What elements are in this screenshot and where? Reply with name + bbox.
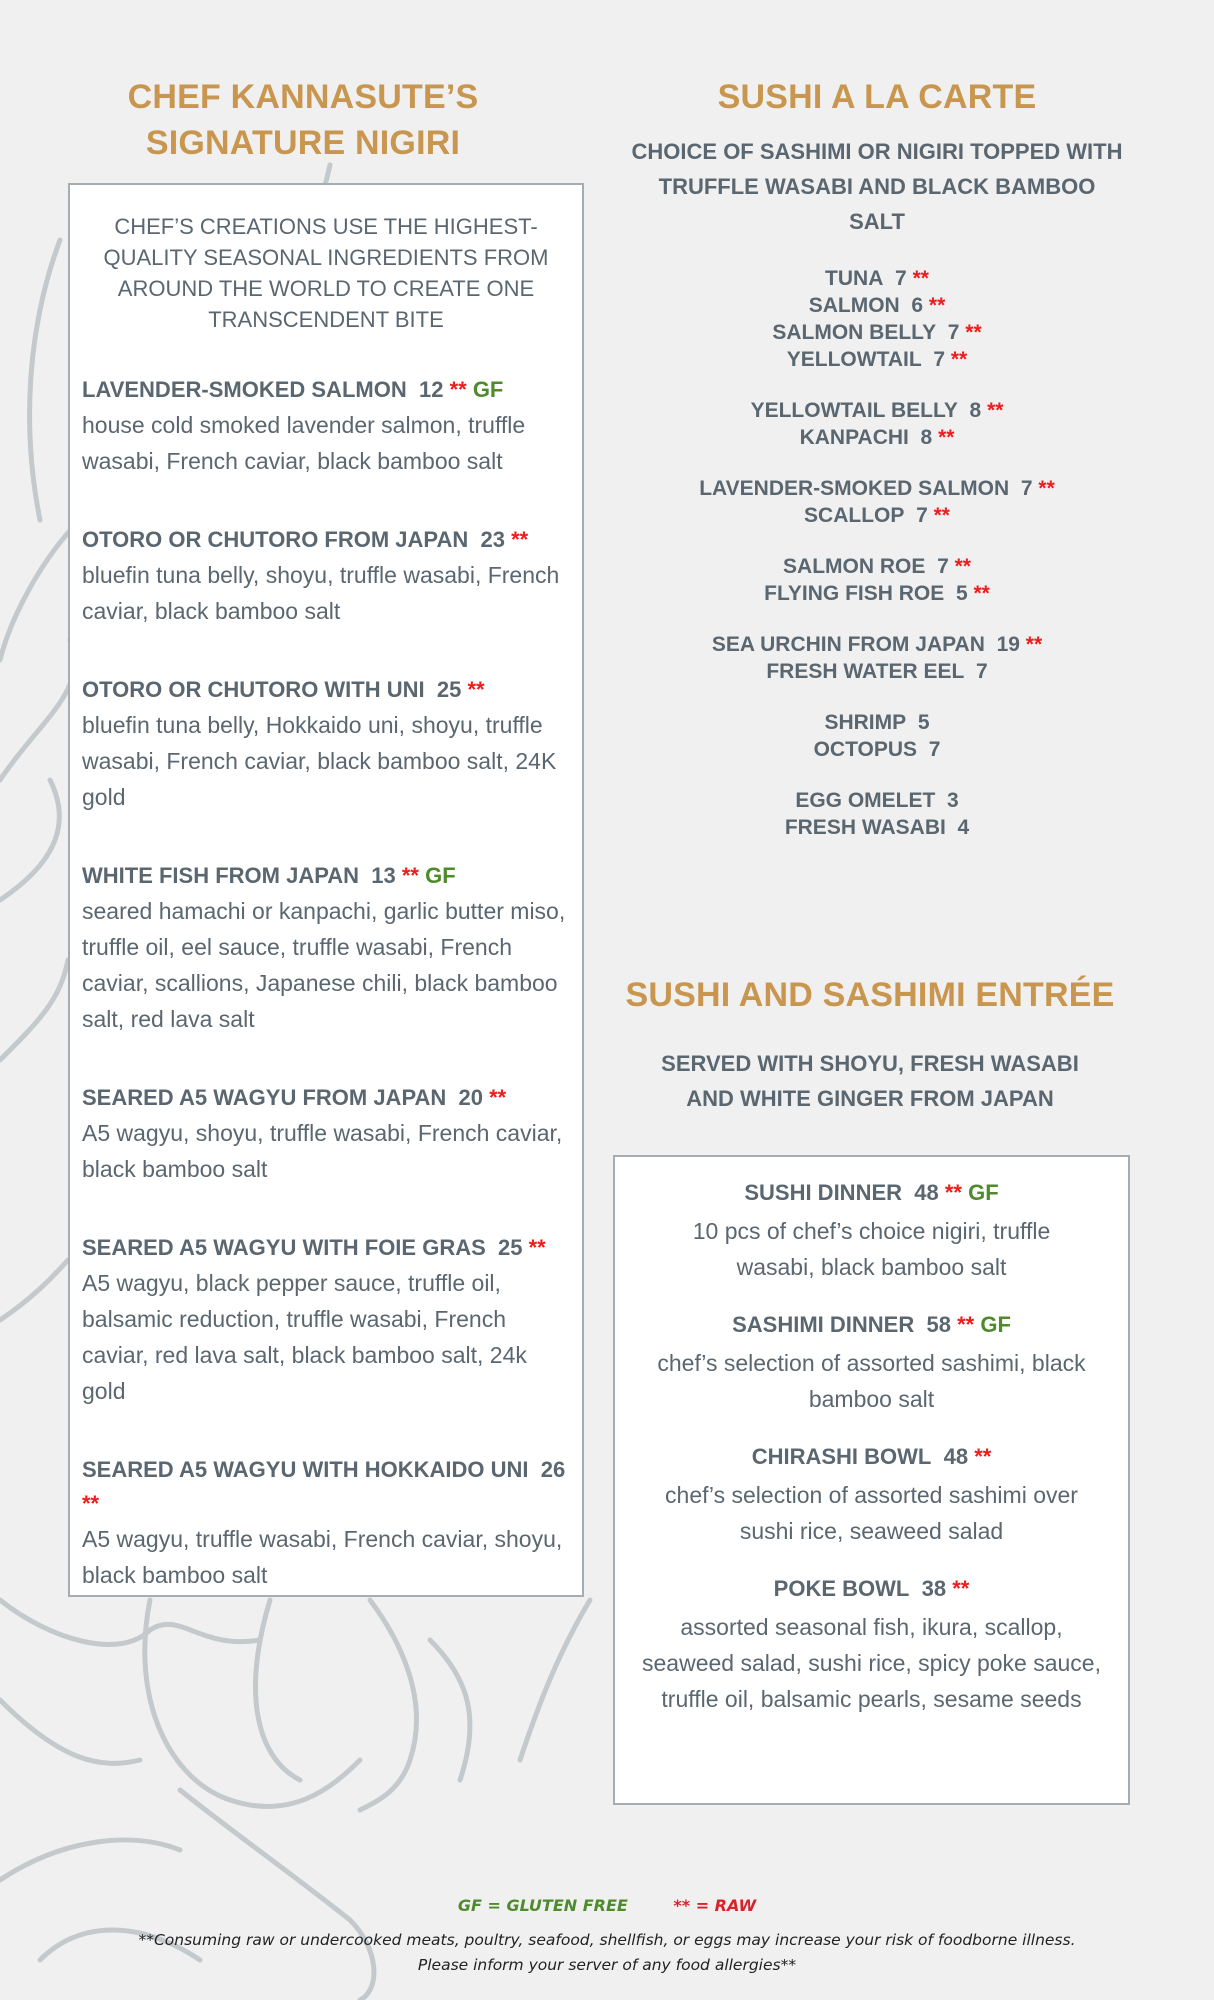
raw-marker: ** <box>974 1444 992 1469</box>
item-title: POKE BOWL 38 ** <box>773 1576 970 1601</box>
raw-marker: ** <box>511 527 529 552</box>
a-la-carte-group <box>612 265 1142 373</box>
a-la-carte-group <box>612 709 1142 763</box>
gluten-free-marker: GF <box>472 377 504 402</box>
a-la-carte-item: YELLOWTAIL BELLY 8 ** <box>750 399 1004 422</box>
signature-nigiri-heading: CHEF KANNASUTE’S SIGNATURE NIGIRI <box>127 78 479 162</box>
item-description: chef’s selection of assorted sashimi, black bamboo salt <box>657 1350 1086 1412</box>
a-la-carte-group <box>612 631 1142 685</box>
a-la-carte-item: SALMON 6 ** <box>808 294 946 317</box>
entree-subheading: SERVED WITH SHOYU, FRESH WASABI AND WHITE GINGER FROM JAPAN <box>661 1051 1079 1111</box>
menu-item <box>82 1081 570 1187</box>
a-la-carte-group <box>612 787 1142 841</box>
a-la-carte-group <box>612 475 1142 529</box>
legend-raw: ** = RAW <box>673 1896 757 1915</box>
item-title: LAVENDER-SMOKED SALMON 12 ** GF <box>82 377 504 402</box>
menu-item <box>82 523 570 629</box>
signature-nigiri-section <box>68 74 584 166</box>
raw-marker: ** <box>467 677 485 702</box>
raw-marker: ** <box>489 1085 507 1110</box>
entree-heading: SUSHI AND SASHIMI ENTRÉE <box>625 976 1115 1014</box>
a-la-carte-heading: SUSHI A LA CARTE <box>717 78 1037 116</box>
a-la-carte-item: FRESH WATER EEL 7 <box>766 660 988 683</box>
raw-marker: ** <box>449 377 467 402</box>
signature-intro: CHEF’S CREATIONS USE THE HIGHEST-QUALITY SEASONAL INGREDIENTS FROM AROUND THE WORLD TO CREATE ONE TRANSCENDENT BITE <box>103 214 549 332</box>
a-la-carte-item: LAVENDER-SMOKED SALMON 7 ** <box>699 477 1055 500</box>
raw-marker: ** <box>944 1180 962 1205</box>
a-la-carte-item: SEA URCHIN FROM JAPAN 19 ** <box>711 633 1043 656</box>
menu-item <box>635 1569 1108 1717</box>
menu-item <box>82 1231 570 1409</box>
item-description: A5 wagyu, black pepper sauce, truffle oil, balsamic reduction, truffle wasabi, French caviar, red lava salt, black bamboo salt, 24k gold <box>82 1270 527 1404</box>
item-title: WHITE FISH FROM JAPAN 13 ** GF <box>82 863 456 888</box>
item-title: SASHIMI DINNER 58 ** GF <box>732 1312 1011 1337</box>
item-description: 10 pcs of chef’s choice nigiri, truffle wasabi, black bamboo salt <box>692 1218 1051 1280</box>
item-description: chef’s selection of assorted sashimi over sushi rice, seaweed salad <box>665 1482 1078 1544</box>
item-description: A5 wagyu, shoyu, truffle wasabi, French caviar, black bamboo salt <box>82 1120 563 1182</box>
menu-item <box>635 1305 1108 1417</box>
a-la-carte-item: EGG OMELET 3 <box>795 789 959 812</box>
legend-gluten-free: GF = GLUTEN FREE <box>457 1896 628 1915</box>
item-title: SEARED A5 WAGYU WITH HOKKAIDO UNI 26 ** <box>82 1457 566 1516</box>
item-title: OTORO OR CHUTORO FROM JAPAN 23 ** <box>82 527 529 552</box>
a-la-carte-item: SCALLOP 7 ** <box>804 504 950 527</box>
a-la-carte-item: SALMON ROE 7 ** <box>783 555 971 578</box>
menu-item <box>82 1453 570 1593</box>
item-title: SEARED A5 WAGYU FROM JAPAN 20 ** <box>82 1085 507 1110</box>
item-title: SUSHI DINNER 48 ** GF <box>744 1180 999 1205</box>
a-la-carte-section <box>612 74 1142 841</box>
signature-nigiri-box <box>68 183 584 1597</box>
a-la-carte-group <box>612 397 1142 451</box>
item-title: CHIRASHI BOWL 48 ** <box>751 1444 992 1469</box>
gluten-free-marker: GF <box>968 1180 999 1205</box>
a-la-carte-item: YELLOWTAIL 7 ** <box>786 348 968 371</box>
menu-item <box>82 859 570 1037</box>
a-la-carte-group <box>612 553 1142 607</box>
a-la-carte-item: TUNA 7 ** <box>825 267 929 290</box>
item-title: OTORO OR CHUTORO WITH UNI 25 ** <box>82 677 485 702</box>
raw-marker: ** <box>82 1491 100 1516</box>
gluten-free-marker: GF <box>425 863 456 888</box>
item-description: assorted seasonal fish, ikura, scallop, seaweed salad, sushi rice, spicy poke sauce, truffle oil, balsamic pearls, sesame seeds <box>642 1614 1101 1712</box>
menu-item <box>82 373 570 479</box>
food-safety-disclaimer: **Consuming raw or undercooked meats, poultry, seafood, shellfish, or eggs may increase your risk of foodborne illness. Please inform your server of any food allergies** <box>138 1931 1076 1974</box>
item-description: A5 wagyu, truffle wasabi, French caviar, shoyu, black bamboo salt <box>82 1526 563 1588</box>
item-description: house cold smoked lavender salmon, truffle wasabi, French caviar, black bamboo salt <box>82 412 526 474</box>
a-la-carte-item: KANPACHI 8 ** <box>799 426 955 449</box>
raw-marker: ** <box>952 1576 970 1601</box>
menu-item <box>635 1173 1108 1285</box>
item-description: bluefin tuna belly, shoyu, truffle wasabi, French caviar, black bamboo salt <box>82 562 560 624</box>
a-la-carte-subheading: CHOICE OF SASHIMI OR NIGIRI TOPPED WITH TRUFFLE WASABI AND BLACK BAMBOO SALT <box>631 139 1123 234</box>
legend <box>0 1896 1214 1916</box>
a-la-carte-item: SHRIMP 5 <box>824 711 930 734</box>
a-la-carte-item: FRESH WASABI 4 <box>784 816 970 839</box>
raw-marker: ** <box>528 1235 546 1260</box>
a-la-carte-item: SALMON BELLY 7 ** <box>772 321 982 344</box>
a-la-carte-item: OCTOPUS 7 <box>813 738 941 761</box>
entree-box <box>613 1155 1130 1805</box>
raw-marker: ** <box>401 863 419 888</box>
menu-item <box>635 1437 1108 1549</box>
gluten-free-marker: GF <box>980 1312 1011 1337</box>
a-la-carte-item: FLYING FISH ROE 5 ** <box>764 582 990 605</box>
menu-item <box>82 673 570 815</box>
item-description: bluefin tuna belly, Hokkaido uni, shoyu, truffle wasabi, French caviar, black bamboo salt, 24K gold <box>82 712 557 810</box>
item-title: SEARED A5 WAGYU WITH FOIE GRAS 25 ** <box>82 1235 546 1260</box>
raw-marker: ** <box>957 1312 975 1337</box>
item-description: seared hamachi or kanpachi, garlic butter miso, truffle oil, eel sauce, truffle wasabi, French caviar, scallions, Japanese chili, black bamboo salt, red lava salt <box>82 898 566 1032</box>
